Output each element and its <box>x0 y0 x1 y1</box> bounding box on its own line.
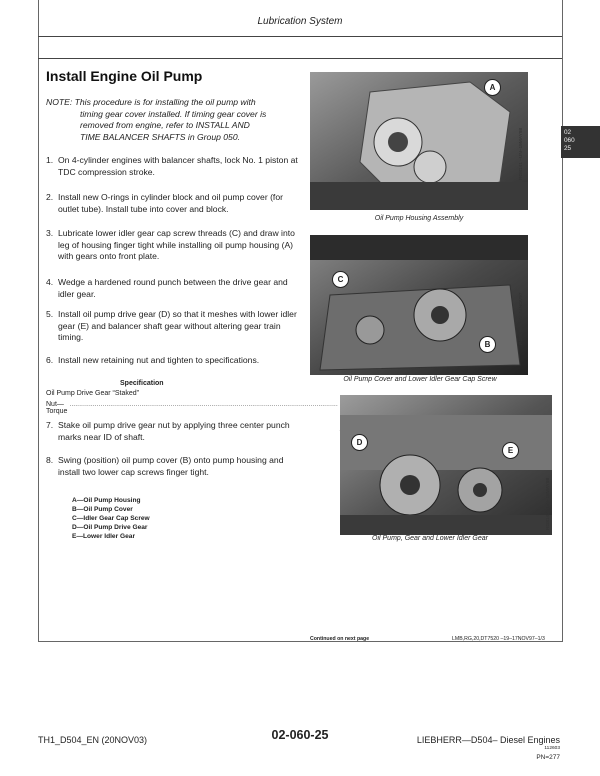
step-text: Install new O-rings in cylinder block and oil pump cover (for outlet tube). Install tube into cover and block. <box>58 192 283 214</box>
step-6 <box>46 355 304 367</box>
block-rule <box>38 58 562 59</box>
step-number: 7. <box>46 420 54 430</box>
footer-doc-id: TH1_D504_EN (20NOV03) <box>38 735 148 745</box>
spec-title: Specification <box>120 380 164 387</box>
tab-line: 25 <box>564 145 572 152</box>
spec-item: Oil Pump Drive Gear “Staked” <box>46 390 139 397</box>
footer-title: LIEBHERR—D504– Diesel Engines <box>416 735 560 745</box>
page-heading: Install Engine Oil Pump <box>46 68 203 84</box>
legend-item: C—Idler Gear Cap Screw <box>72 515 150 522</box>
step-text: Lubricate lower idler gear cap screw threads (C) and draw into leg of housing finger tight while installing oil pump housing (A) with gears onto front plate. <box>58 228 295 261</box>
step-text: Wedge a hardened round punch between the drive gear and idler gear. <box>58 277 288 299</box>
spec-row: Nut—Torque .......................................................................................................................................... <box>46 401 304 436</box>
step-text: Install oil pump drive gear (D) so that it meshes with lower idler gear (E) and balancer shaft gear without altering gear train timing. <box>58 309 297 342</box>
doc-reference: LMB,RG,20,DT7520 –19–17NOV97–1/3 <box>452 636 545 642</box>
figure-caption: Oil Pump, Gear and Lower Idler Gear <box>372 535 488 542</box>
step-text: On 4-cylinder engines with balancer shafts, lock No. 1 piston at TDC compression stroke. <box>58 155 298 177</box>
note <box>46 97 306 143</box>
step-7 <box>46 420 304 443</box>
note-line: removed from engine, refer to INSTALL AND <box>80 120 250 130</box>
oil-pump-cover-photo <box>310 235 528 375</box>
footer-pn: PN=277 <box>536 754 560 761</box>
figure-code: RG8142 –UN–19MAY98 <box>546 477 551 530</box>
note-line: TIME BALANCER SHAFTS in Group 050. <box>80 131 240 142</box>
step-8 <box>46 455 304 478</box>
step-text: Install new retaining nut and tighten to specifications. <box>58 355 260 365</box>
note-line: timing gear cover installed. If timing gear cover is <box>80 108 267 119</box>
footer-date-code: 112603 <box>544 746 560 751</box>
step-1 <box>46 155 304 178</box>
step-number: 6. <box>46 355 54 365</box>
tab-line: 02 <box>564 129 572 136</box>
callout-b: B <box>479 336 496 353</box>
header-rule <box>38 36 562 37</box>
step-5 <box>46 309 304 344</box>
step-number: 8. <box>46 455 54 465</box>
callout-e: E <box>502 442 519 459</box>
legend-item: D—Oil Pump Drive Gear <box>72 524 148 531</box>
step-number: 3. <box>46 228 54 238</box>
figure-code: RG8141 –UN–19MAY98 <box>519 127 524 180</box>
section-title: Lubrication System <box>257 16 343 27</box>
figure-code: RG9088 –UN–14NOV97 <box>519 292 524 345</box>
oil-pump-gear-photo <box>340 395 552 535</box>
figure-caption: Oil Pump Housing Assembly <box>374 215 464 222</box>
footer-page-number: 02-060-25 <box>271 728 329 742</box>
callout-d: D <box>351 434 368 451</box>
legend <box>72 496 150 541</box>
callout-a: A <box>484 79 501 96</box>
continued-note: Continued on next page <box>310 636 370 642</box>
step-3 <box>46 228 304 263</box>
legend-item: E—Lower Idler Gear <box>72 533 136 540</box>
step-number: 4. <box>46 277 54 287</box>
callout-c: C <box>332 271 349 288</box>
step-number: 5. <box>46 309 54 319</box>
spec-label: Nut—Torque <box>46 401 68 415</box>
tab-line: 060 <box>564 137 575 144</box>
step-number: 1. <box>46 155 54 165</box>
step-number: 2. <box>46 192 54 202</box>
step-text: Stake oil pump drive gear nut by applying three center punch marks near ID of shaft. <box>58 420 290 442</box>
legend-item: A—Oil Pump Housing <box>72 497 141 504</box>
step-2 <box>46 192 304 215</box>
legend-item: B—Oil Pump Cover <box>72 506 133 513</box>
section-tab <box>561 126 600 158</box>
figure-caption: Oil Pump Cover and Lower Idler Gear Cap Screw <box>343 376 497 383</box>
note-line: NOTE: This procedure is for installing the oil pump with <box>46 97 256 107</box>
step-4 <box>46 277 304 300</box>
step-text: Swing (position) oil pump cover (B) onto pump housing and install two lower cap screws finger tight. <box>58 455 284 477</box>
